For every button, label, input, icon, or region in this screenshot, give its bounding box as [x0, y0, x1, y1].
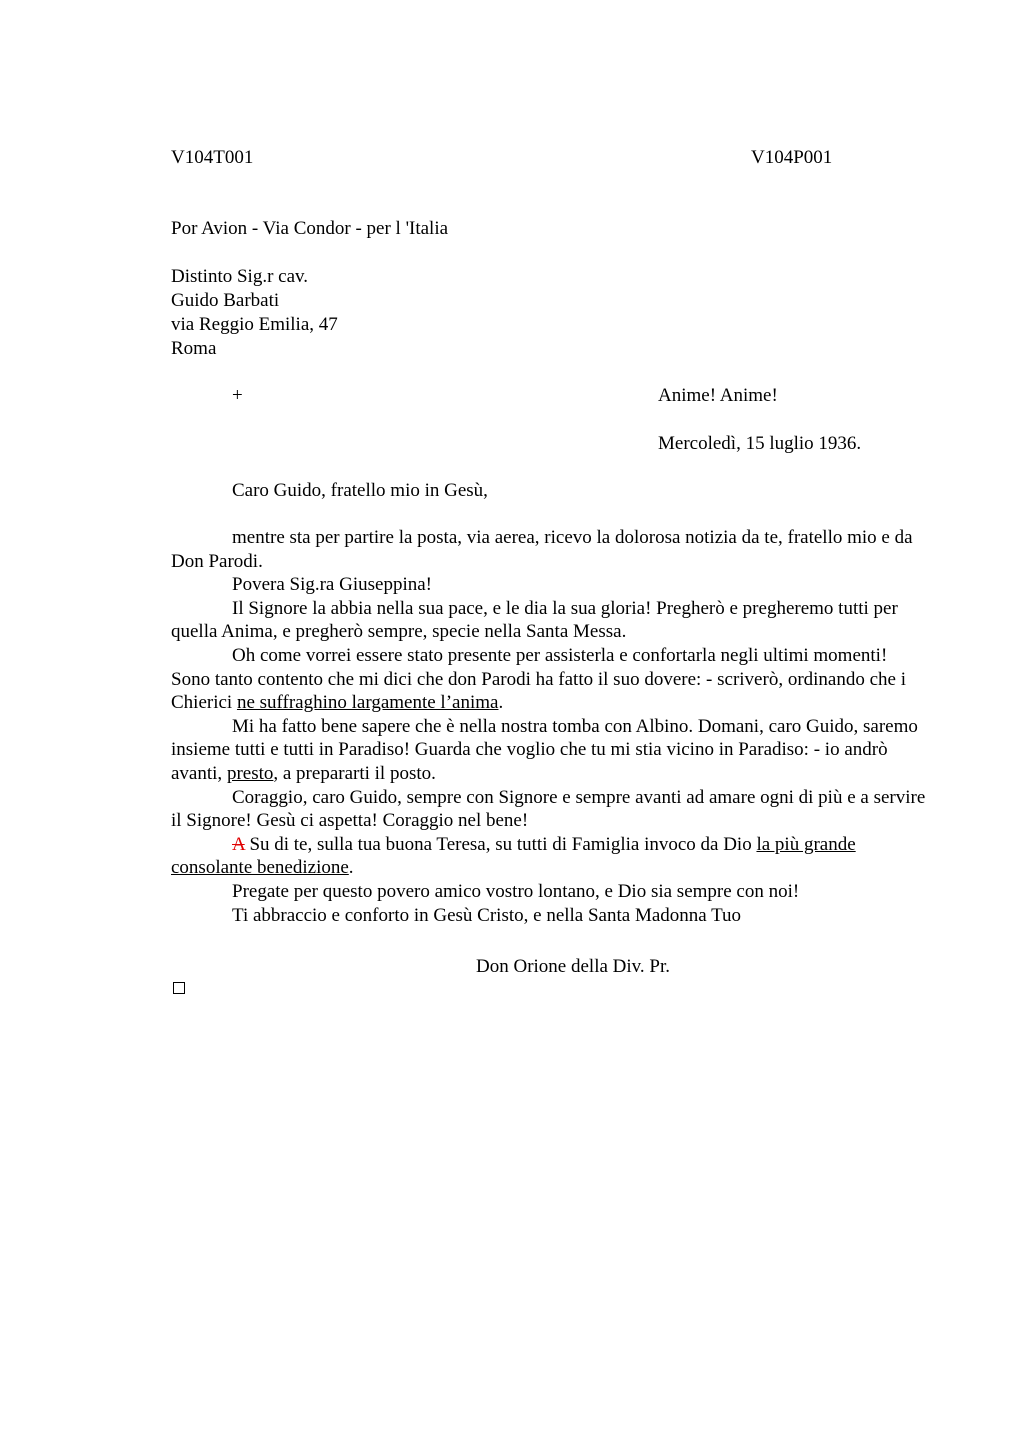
paragraph-3: Il Signore la abbia nella sua pace, e le dia la sua gloria! Pregherò e pregheremo tutti per quella Anima, e pregherò sempre, specie nella Santa Messa. [171, 597, 898, 643]
paragraph-7-end: . [348, 857, 354, 879]
struck-letter: A [232, 833, 245, 855]
address-line-3: via Reggio Emilia, 47 [171, 314, 338, 335]
underlined-blessing: la più grande consolante benedizione [171, 833, 856, 879]
document-code-left: V104T001 [171, 147, 254, 168]
paragraph-7-text: Su di te, sulla tua buona Teresa, su tutti di Famiglia invoco da Dio [244, 833, 757, 855]
end-square-symbol [173, 982, 185, 994]
document-code-right: V104P001 [751, 147, 833, 168]
paragraph-5-end: , a prepararti il posto. [273, 762, 436, 784]
signature: Don Orione della Div. Pr. [476, 956, 671, 977]
address-line-1: Distinto Sig.r cav. [171, 266, 309, 287]
letter-date: Mercoledì, 15 luglio 1936. [658, 433, 862, 454]
motto: Anime! Anime! [658, 385, 778, 406]
paragraph-2: Povera Sig.ra Giuseppina! [232, 574, 432, 596]
paragraph-1: mentre sta per partire la posta, via aerea, ricevo la dolorosa notizia da te, fratello mio e da Don Parodi. [171, 527, 913, 572]
underlined-word: presto [226, 762, 274, 784]
paragraph-9: Ti abbraccio e conforto in Gesù Cristo, e nella Santa Madonna Tuo [232, 904, 742, 926]
postal-note: Por Avion - Via Condor - per l 'Italia [171, 218, 449, 239]
paragraph-4-text: Oh come vorrei essere stato presente per assisterla e confortarla negli ultimi momenti! Sono tanto contento che mi dici che don Parodi ha fatto il suo dovere: - scriverò, ordinando che i Chierici [171, 644, 906, 714]
paragraph-5-text: Mi ha fatto bene sapere che è nella nostra tomba con Albino. Domani, caro Guido, saremo insieme tutti e tutti in Paradiso! Guarda che voglio che tu mi stia vicino in Paradiso: - io andrò avanti, [171, 715, 918, 784]
address-line-4: Roma [171, 338, 217, 359]
address-line-2: Guido Barbati [171, 290, 280, 311]
paragraph-5 [171, 715, 931, 786]
paragraph-6: Coraggio, caro Guido, sempre con Signore e sempre avanti ad amare ogni di più e a servire il Signore! Gesù ci aspetta! Coraggio nel bene! [171, 786, 926, 832]
paragraph-4 [171, 644, 931, 715]
paragraph-8: Pregate per questo povero amico vostro lontano, e Dio sia sempre con noi! [232, 880, 800, 902]
paragraph-7 [171, 833, 931, 880]
paragraph-4-end: . [498, 692, 504, 714]
cross-symbol: + [232, 385, 243, 406]
address-block [171, 265, 338, 361]
letter-body [171, 526, 931, 927]
underlined-phrase: ne suffraghino largamente l’anima [236, 692, 499, 714]
salutation: Caro Guido, fratello mio in Gesù, [232, 480, 488, 501]
